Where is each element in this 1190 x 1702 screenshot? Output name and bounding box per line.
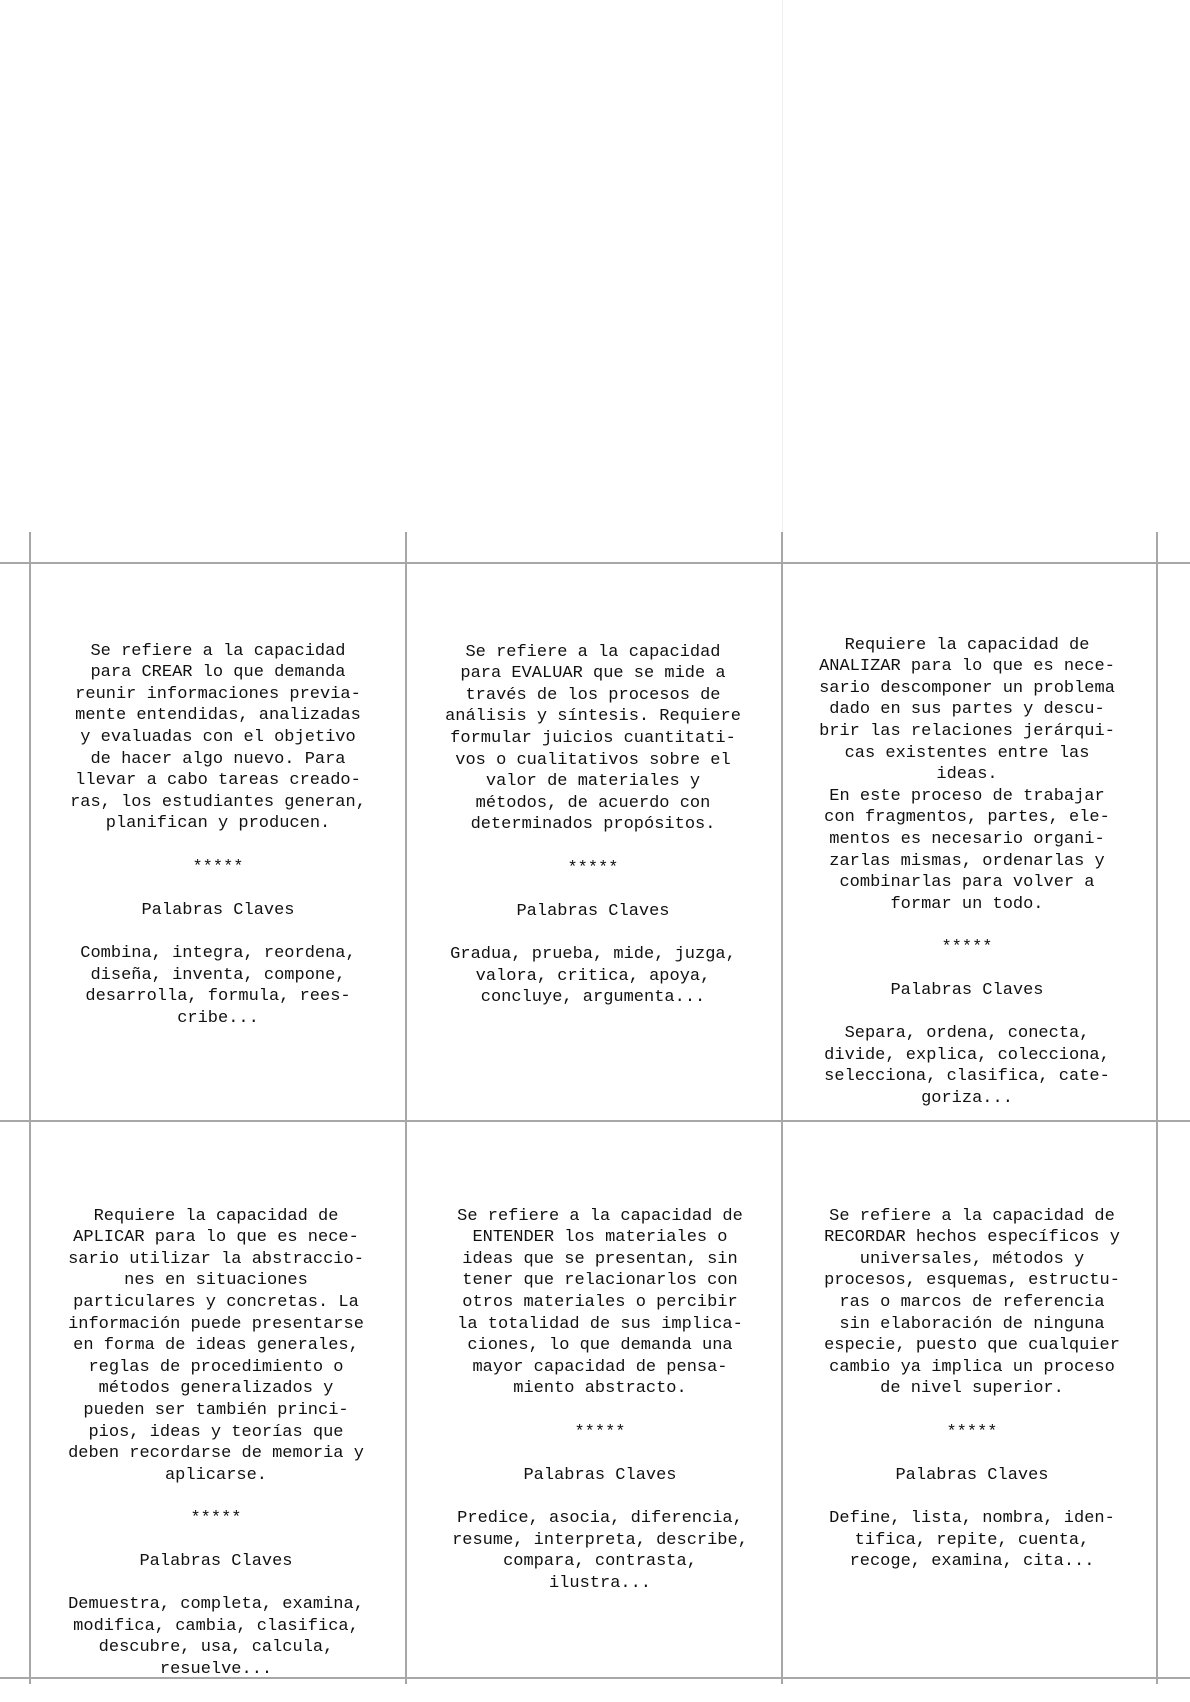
keywords-list: Predice, asocia, diferencia, resume, interpreta, describe, compara, contrasta, ilustra... — [452, 1508, 748, 1593]
grid-line-vertical — [781, 532, 783, 1684]
card-separator: ***** — [190, 1508, 242, 1528]
card-evaluar — [418, 620, 768, 1030]
card-description: Se refiere a la capacidad de ENTENDER los materiales o ideas que se presentan, sin tener que relacionarlos con otros materiales o percibir la totalidad de sus implica- ciones, lo que demanda una mayor capacidad de pensa- miento abstracto. — [457, 1206, 743, 1399]
card-separator: ***** — [574, 1422, 626, 1442]
card-separator: ***** — [946, 1422, 998, 1442]
keywords-list: Separa, ordena, conecta, divide, explica, colecciona, selecciona, clasifica, cate- goriza... — [824, 1024, 1110, 1109]
keywords-list: Define, lista, nombra, iden- tifica, repite, cuenta, recoge, examina, cita... — [829, 1508, 1115, 1572]
grid-line-horizontal — [0, 562, 1190, 564]
card-description: Se refiere a la capacidad de RECORDAR hechos específicos y universales, métodos y procesos, esquemas, estructu- ras o marcos de referencia sin elaboración de ninguna especie, puesto que cualquier cambio ya implica un proceso de nivel superior. — [824, 1206, 1120, 1399]
card-entender — [425, 1184, 775, 1616]
grid-line-vertical — [405, 532, 407, 1684]
card-separator: ***** — [192, 857, 244, 877]
card-description: Se refiere a la capacidad para EVALUAR que se mide a través de los procesos de análisis y síntesis. Requiere formular juicios cuantitati- vos o cualitativos sobre el valor de materiales y métodos, de acuerdo con determinados propósitos. — [445, 642, 741, 835]
keywords-title: Palabras Claves — [895, 1465, 1049, 1485]
card-separator: ***** — [941, 937, 993, 957]
card-crear — [43, 619, 393, 1051]
card-description: Se refiere a la capacidad para CREAR lo que demanda reunir informaciones previa- mente entendidas, analizadas y evaluadas con el objetivo de hacer algo nuevo. Para llevar a cabo tareas creado- ras, los estudiantes generan, planifican y producen. — [70, 641, 366, 834]
card-description: Requiere la capacidad de ANALIZAR para lo que es nece- sario descomponer un problema dado en sus partes y descu- brir las relaciones jerárqui- cas existentes entre las ideas. En este proceso de trabajar con fragmentos, partes, ele- mentos es necesario organi- zarlas mismas, ordenarlas y combinarlas para volver a formar un todo. — [819, 635, 1115, 914]
card-recordar — [797, 1184, 1147, 1594]
keywords-title: Palabras Claves — [516, 901, 670, 921]
keywords-list: Gradua, prueba, mide, juzga, valora, critica, apoya, concluye, argumenta... — [450, 944, 736, 1008]
keywords-title: Palabras Claves — [141, 900, 295, 920]
card-analizar — [792, 613, 1142, 1131]
card-aplicar — [41, 1184, 391, 1702]
column-guide — [782, 0, 783, 532]
card-description: Requiere la capacidad de APLICAR para lo que es nece- sario utilizar la abstraccio- nes en situaciones particulares y concretas. La información puede presentarse en forma de ideas generales, reglas de procedimiento o métodos generalizados y pueden ser también princi- pios, ideas y teorías que deben recordarse de memoria y aplicarse. — [68, 1206, 364, 1485]
keywords-title: Palabras Claves — [523, 1465, 677, 1485]
keywords-list: Demuestra, completa, examina, modifica, cambia, clasifica, descubre, usa, calcula, resuelve... — [68, 1595, 364, 1680]
keywords-title: Palabras Claves — [139, 1552, 293, 1572]
grid-line-vertical — [29, 532, 31, 1684]
grid-line-vertical — [1156, 532, 1158, 1684]
card-separator: ***** — [567, 858, 619, 878]
keywords-title: Palabras Claves — [890, 981, 1044, 1001]
keywords-list: Combina, integra, reordena, diseña, inventa, compone, desarrolla, formula, rees- cribe... — [80, 943, 356, 1028]
